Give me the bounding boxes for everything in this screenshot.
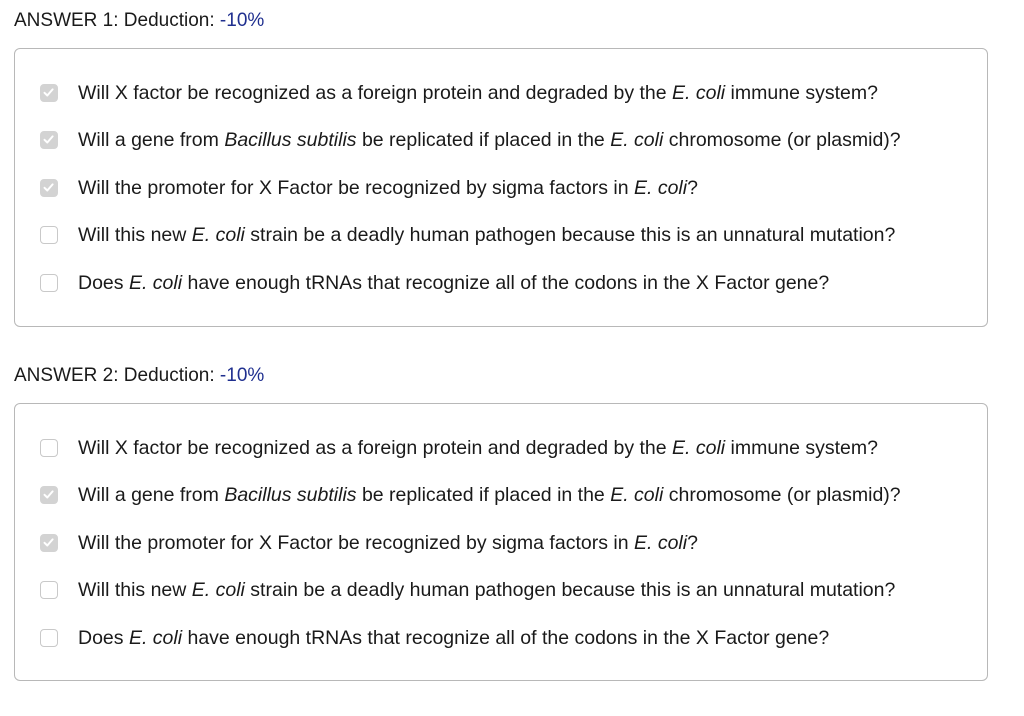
answer-1-box — [14, 48, 988, 327]
answer-2-option-1 — [15, 434, 987, 464]
option-text — [78, 79, 878, 107]
answer-2-option-3 — [15, 529, 987, 559]
option-text — [78, 529, 698, 557]
option-text-segment: strain be a deadly human pathogen because this is an unnatural mutation? — [244, 579, 896, 601]
option-text-segment: immune system? — [725, 82, 878, 104]
checkbox[interactable] — [40, 486, 58, 504]
species-name: E. coli — [633, 177, 688, 199]
option-text-segment: be replicated if placed in the — [356, 129, 611, 151]
species-name: Bacillus subtilis — [224, 129, 357, 151]
checkbox[interactable] — [40, 629, 58, 647]
checkbox[interactable] — [40, 131, 58, 149]
answer-2-option-2 — [15, 481, 987, 511]
option-text — [78, 174, 698, 202]
option-text-segment: strain be a deadly human pathogen because this is an unnatural mutation? — [244, 224, 896, 246]
answer-2-option-5 — [15, 624, 987, 654]
option-text-segment: chromosome (or plasmid)? — [663, 129, 901, 151]
answer-2-header — [14, 364, 264, 388]
option-text-segment: Will X factor be recognized as a foreign protein and degraded by the — [78, 437, 673, 459]
species-name: E. coli — [128, 272, 183, 294]
answer-1-header-label: ANSWER 1: Deduction: — [14, 10, 220, 31]
species-name: E. coli — [191, 579, 245, 601]
checkmark-icon — [42, 536, 55, 549]
option-text-segment: Will a gene from — [78, 484, 225, 506]
option-text — [78, 221, 895, 249]
option-text-segment: Does — [78, 627, 129, 649]
species-name: E. coli — [672, 82, 726, 104]
option-text-segment: be replicated if placed in the — [356, 484, 611, 506]
checkmark-icon — [42, 488, 55, 501]
species-name: E. coli — [672, 437, 726, 459]
option-text-segment: chromosome (or plasmid)? — [663, 484, 901, 506]
option-text-segment: Will a gene from — [78, 129, 225, 151]
answer-1-deduction: -10% — [219, 10, 265, 31]
answer-1-option-1 — [15, 79, 987, 109]
option-text-segment: Does — [78, 272, 129, 294]
option-text — [78, 481, 901, 509]
answer-1-option-5 — [15, 269, 987, 299]
checkbox[interactable] — [40, 226, 58, 244]
answer-2-box — [14, 403, 988, 681]
option-text — [78, 576, 895, 604]
checkbox[interactable] — [40, 439, 58, 457]
answer-2-deduction: -10% — [219, 365, 265, 386]
option-text-segment: ? — [687, 177, 698, 199]
option-text — [78, 434, 878, 462]
option-text — [78, 269, 829, 297]
answer-2-option-4 — [15, 576, 987, 606]
option-text-segment: Will this new — [78, 579, 192, 601]
option-text-segment: Will X factor be recognized as a foreign protein and degraded by the — [78, 82, 673, 104]
species-name: E. coli — [610, 484, 664, 506]
species-name: E. coli — [128, 627, 183, 649]
option-text-segment: Will the promoter for X Factor be recognized by sigma factors in — [78, 177, 634, 199]
checkbox[interactable] — [40, 581, 58, 599]
option-text-segment: have enough tRNAs that recognize all of the codons in the X Factor gene? — [182, 627, 830, 649]
checkmark-icon — [42, 133, 55, 146]
answer-2-header-label: ANSWER 2: Deduction: — [14, 365, 220, 386]
option-text — [78, 126, 901, 154]
checkmark-icon — [42, 181, 55, 194]
option-text — [78, 624, 829, 652]
species-name: Bacillus subtilis — [224, 484, 357, 506]
checkbox[interactable] — [40, 84, 58, 102]
checkbox[interactable] — [40, 179, 58, 197]
checkmark-icon — [42, 86, 55, 99]
option-text-segment: Will this new — [78, 224, 192, 246]
answer-1-option-2 — [15, 126, 987, 156]
checkbox[interactable] — [40, 274, 58, 292]
option-text-segment: ? — [687, 532, 698, 554]
checkbox[interactable] — [40, 534, 58, 552]
option-text-segment: immune system? — [725, 437, 878, 459]
species-name: E. coli — [191, 224, 245, 246]
option-text-segment: Will the promoter for X Factor be recognized by sigma factors in — [78, 532, 634, 554]
option-text-segment: have enough tRNAs that recognize all of the codons in the X Factor gene? — [182, 272, 830, 294]
answer-1-option-4 — [15, 221, 987, 251]
species-name: E. coli — [610, 129, 664, 151]
answer-1-option-3 — [15, 174, 987, 204]
species-name: E. coli — [633, 532, 688, 554]
answer-1-header — [14, 9, 264, 33]
